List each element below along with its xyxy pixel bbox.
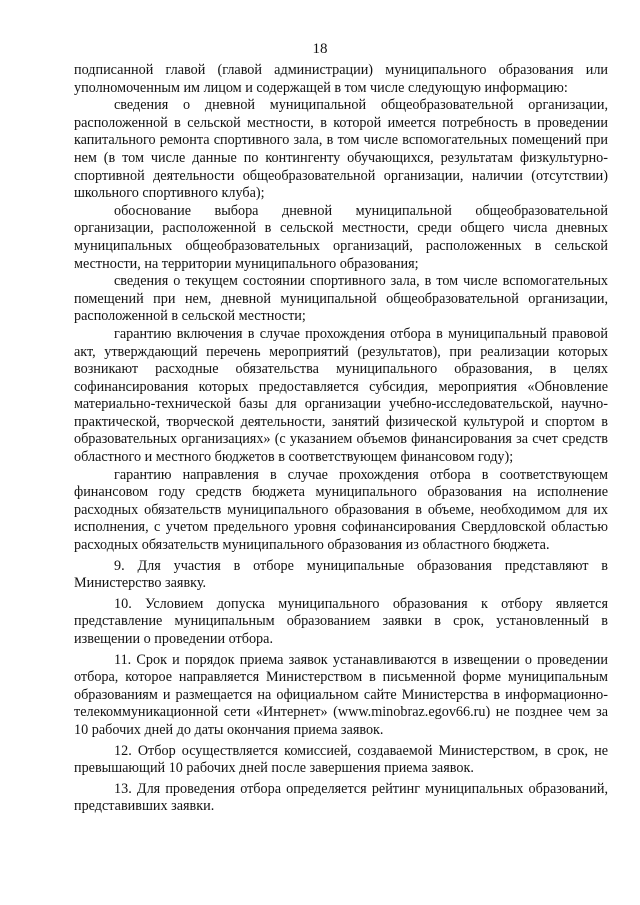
page-number: 18 — [312, 41, 328, 57]
paragraph-school-info: сведения о дневной муниципальной общеобразовательной организации, расположенной в сельской местности, в которой имеется потребность в проведении капитального ремонта спортивного зала, в том числе вспомогательных помещений при нем (в том числе данные по контингенту обучающихся, результатам физкультурно-спортивной деятельности общеобразовательной организации, наличии (отсутствии) школьного спортивного клуба); — [74, 97, 608, 202]
document-body — [74, 62, 608, 816]
paragraph-school-choice-rationale: обоснование выбора дневной муниципальной общеобразовательной организации, расположенной в сельской местности, среди общего числа дневных муниципальных общеобразовательных организаций, расположенных в сельской местности, на территории муниципального образования; — [74, 202, 608, 272]
paragraph-item-13: 13. Для проведения отбора определяется рейтинг муниципальных образований, представивших заявки. — [74, 780, 608, 815]
paragraph-continuation: подписанной главой (главой администрации) муниципального образования или уполномоченным им лицом и содержащей в том числе следующую информацию: — [74, 62, 608, 96]
paragraph-item-9: 9. Для участия в отборе муниципальные образования представляют в Министерство заявку. — [74, 557, 608, 592]
paragraph-item-11: 11. Срок и порядок приема заявок устанавливаются в извещении о проведении отбора, которое направляется Министерством в письменной форме муниципальным образованиям и размещается на официальном сайте Министерства в информационно-телекоммуникационной сети «Интернет» (www.minobraz.egov66.ru) не позднее чем за 10 рабочих дней до даты окончания приема заявок. — [74, 651, 608, 738]
paragraph-funding-guarantee: гарантию направления в случае прохождения отбора в соответствующем финансовом году средств бюджета муниципального образования на исполнение расходных обязательств муниципального образования в объеме, необходимом для их исполнения, с учетом предельного уровня софинансирования Свердловской областью расходных обязательств муниципального образования из областного бюджета. — [74, 466, 608, 554]
paragraph-gym-condition: сведения о текущем состоянии спортивного зала, в том числе вспомогательных помещений при нем, дневной муниципальной общеобразовательной организации, расположенной в сельской местности; — [74, 273, 608, 325]
paragraph-inclusion-guarantee: гарантию включения в случае прохождения отбора в муниципальный правовой акт, утверждающий перечень мероприятий (результатов), при реализации которых возникают расходные обязательства муниципального образования, в целях софинансирования которых предоставляется субсидия, мероприятия «Обновление материально-технической базы для организации учебно-исследовательской, научно-практической, творческой деятельности, занятий физической культурой и спортом в образовательных организациях» (с указанием объемов финансирования за счет средств областного и местного бюджетов в соответствующем финансовом году); — [74, 325, 608, 466]
paragraph-item-12: 12. Отбор осуществляется комиссией, создаваемой Министерством, в срок, не превышающий 10 рабочих дней после завершения приема заявок. — [74, 742, 608, 777]
paragraph-item-10: 10. Условием допуска муниципального образования к отбору является представление муниципальным образованием заявки в срок, установленный в извещении о проведении отбора. — [74, 595, 608, 647]
